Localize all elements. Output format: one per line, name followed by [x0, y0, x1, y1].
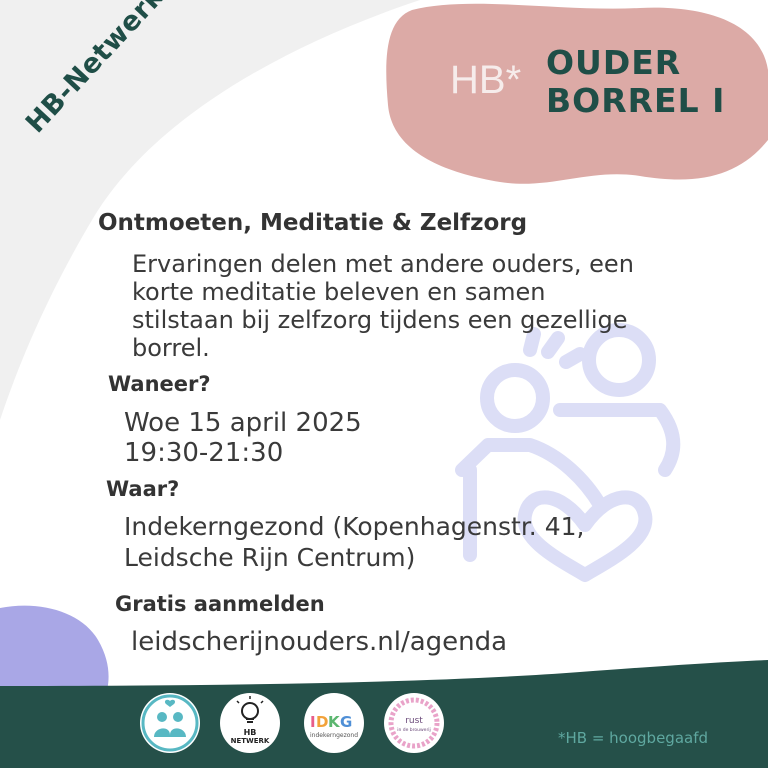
badge-prefix: HB*	[450, 58, 522, 102]
flower-wreath-icon	[384, 693, 444, 753]
idkg-letter-i: I	[310, 713, 316, 731]
registration-link[interactable]: leidscherijnouders.nl/agenda	[131, 627, 508, 657]
intro-heading: Ontmoeten, Meditatie & Zelfzorg	[98, 210, 528, 236]
hb-logo-text-2: NETWERK	[230, 737, 270, 745]
idkg-letter-d: D	[316, 713, 329, 731]
where-heading: Waar?	[106, 477, 180, 501]
idkg-logo	[304, 693, 364, 753]
family-icon	[140, 693, 200, 753]
badge-title: OUDER BORREL I	[546, 43, 726, 120]
hb-logo-text-1: HB	[243, 728, 257, 737]
footnote: *HB = hoogbegaafd	[558, 729, 709, 747]
registration-heading: Gratis aanmelden	[115, 592, 325, 616]
idkg-letter-g: G	[340, 713, 353, 731]
rust-logo	[384, 693, 444, 753]
family-logo	[140, 693, 200, 753]
rust-logo-sub: in de brouwerij	[397, 728, 431, 733]
idkg-mark-icon	[304, 693, 364, 753]
when-text: Woe 15 april 2025 19:30-21:30	[124, 408, 362, 468]
idkg-letter-k: K	[328, 713, 340, 731]
rust-logo-text: rust	[405, 716, 423, 726]
intro-text: Ervaringen delen met andere ouders, een korte meditatie beleven en samen stilstaan bij zelfzorg tijdens een gezellige borrel.	[132, 250, 634, 362]
idkg-sub-text: indekerngezond	[309, 732, 359, 739]
footer-wave	[0, 660, 768, 768]
lightbulb-icon	[220, 693, 280, 753]
hb-netwerk-logo	[220, 693, 280, 753]
when-heading: Waneer?	[108, 372, 211, 396]
where-text: Indekerngezond (Kopenhagenstr. 41, Leidsche Rijn Centrum)	[124, 512, 585, 572]
